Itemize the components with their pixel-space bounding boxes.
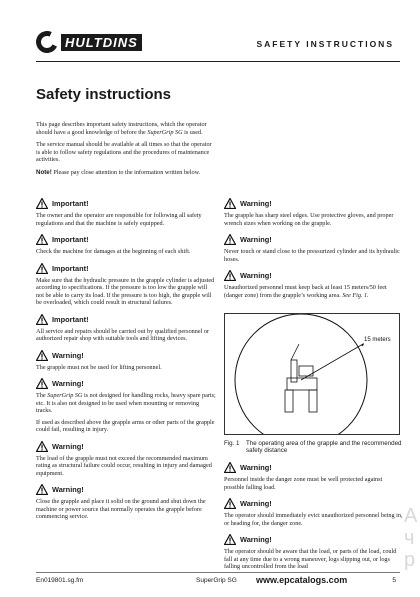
warning-triangle-icon [224, 462, 236, 473]
block-label: Warning! [240, 271, 272, 280]
block-text: Make sure that the hydraulic pressure in the grapple cylinder is adjusted according to specifications. If the pressure is too low the grapple will not be able to carry its load. If the pressure is too high, the grapple will be overloaded, which could result in structural failures. [36, 276, 215, 306]
safety-block [36, 313, 216, 343]
warning-triangle-icon [36, 350, 48, 361]
block-label: Warning! [240, 535, 272, 544]
warning-triangle-icon [224, 270, 236, 281]
danger-zone-circle [235, 314, 367, 435]
caption-number: Fig. 1 [224, 440, 240, 447]
product-name: SuperGrip SG [47, 392, 83, 399]
block-text: The grapple must not be used for lifting personnel. [36, 363, 162, 371]
safety-block [36, 197, 216, 227]
radius-line [301, 344, 363, 380]
safety-block [36, 377, 216, 434]
warning-triangle-icon [224, 534, 236, 545]
left-column [36, 197, 216, 527]
intro-text: is used. [182, 128, 203, 136]
block-label: Important! [52, 235, 89, 244]
watermark-text: А ч р [404, 505, 418, 571]
block-text: The owner and the operator are responsible for following all safety regulations and that the machine is safely equipped. [36, 212, 202, 227]
right-column [224, 197, 404, 305]
block-text: Never touch or stand close to the pressurized cylinder and its hydraulic hoses. [224, 248, 400, 263]
block-text: All service and repairs should be carried out by qualified personnel or authorized repair shop with suitable tools and lifting devices. [36, 327, 210, 342]
right-column-lower [224, 461, 404, 577]
machine-track-right [309, 390, 317, 412]
safety-block [224, 497, 404, 527]
product-name: SuperGrip SG [147, 128, 183, 136]
block-text-part: Unauthorized personnel must keep back at least 15 meters/50 feet (danger zone) from the grapple’s working area. [224, 284, 387, 299]
block-text: Personnel inside the danger zone must be well protected against possible falling load. [224, 476, 383, 491]
block-text: The load of the grapple must not exceed the recommended maximum rating as structural failure could occur, resulting in injury and damaged equipment. [36, 454, 212, 477]
page-title: Safety instructions [36, 86, 172, 103]
safety-block [36, 233, 216, 256]
block-text [36, 392, 216, 434]
block-heading [36, 440, 216, 453]
block-paragraph: If used as described above the grapple arms or other parts of the grapple could fail, resulting in injury. [36, 418, 215, 433]
logo-text: HULTDINS [61, 34, 142, 51]
block-text-part: The [36, 392, 48, 399]
block-heading [224, 269, 404, 282]
hultdins-logo [36, 28, 142, 56]
figure-reference: See Fig. 1. [342, 291, 369, 299]
danger-zone-diagram [225, 314, 400, 435]
warning-triangle-icon [36, 234, 48, 245]
block-paragraph [36, 392, 216, 415]
warning-triangle-icon [36, 484, 48, 495]
block-text [224, 284, 404, 299]
block-text: The grapple has sharp steel edges. Use protective gloves, and proper wrench sizes when working on the grapple. [224, 212, 394, 227]
intro-note [36, 169, 216, 177]
page-header [36, 26, 400, 62]
warning-triangle-icon [224, 234, 236, 245]
block-heading [224, 533, 404, 546]
block-heading [224, 197, 404, 210]
radius-arrow-icon [361, 343, 364, 346]
note-label: Note! [36, 168, 52, 176]
block-text: The operator should immediately evict unauthorized personnel being in, or heading for, the danger zone. [224, 512, 403, 527]
warning-triangle-icon [224, 198, 236, 209]
safety-block [36, 349, 216, 372]
block-label: Warning! [240, 235, 272, 244]
block-heading [36, 349, 216, 362]
footer-file: En019801.sg.fm [36, 577, 84, 584]
safety-block [224, 461, 404, 491]
safety-block [36, 483, 216, 521]
block-label: Warning! [52, 485, 84, 494]
figure-caption [224, 440, 404, 455]
safety-block [224, 533, 404, 571]
safety-block [224, 197, 404, 227]
section-title: SAFETY INSTRUCTIONS [256, 39, 394, 49]
block-heading [36, 483, 216, 496]
footer-url[interactable]: www.epcatalogs.com [256, 575, 348, 585]
block-heading [224, 497, 404, 510]
block-label: Warning! [52, 379, 84, 388]
block-label: Important! [52, 263, 89, 273]
block-heading [224, 233, 404, 246]
warning-triangle-icon [36, 441, 48, 452]
block-text: Close the grapple and place it solid on the ground and shut down the machine or power source that normally operates the grapple before commencing service. [36, 498, 206, 520]
warning-triangle-icon [36, 198, 48, 209]
safety-block [224, 233, 404, 263]
block-heading [36, 197, 216, 210]
block-label: Warning! [240, 499, 272, 508]
note-text: Please pay close attention to the information written below. [51, 168, 201, 176]
page-number: 5 [392, 577, 396, 584]
distance-label: 15 meters [364, 337, 391, 343]
block-text: Check the machine for damages at the beginning of each shift. [36, 248, 191, 255]
safety-block [224, 269, 404, 299]
block-heading [36, 233, 216, 246]
block-heading [36, 377, 216, 390]
page-footer [36, 572, 400, 586]
warning-triangle-icon [36, 314, 48, 325]
safety-block [36, 262, 216, 307]
block-heading [36, 313, 216, 326]
warning-triangle-icon [36, 378, 48, 389]
safety-block [36, 440, 216, 478]
machine-track-left [285, 390, 293, 412]
footer-product: SuperGrip SG [196, 577, 237, 584]
figure-danger-zone [224, 313, 400, 435]
warning-triangle-icon [224, 498, 236, 509]
block-heading [36, 262, 216, 275]
block-label: Warning! [240, 199, 272, 208]
intro [36, 121, 216, 182]
hultdins-logo-icon [33, 28, 61, 56]
caption-text: The operating area of the grapple and the recommended safety distance [246, 440, 402, 455]
machine-arm [291, 344, 299, 360]
machine-boom [291, 360, 297, 382]
block-label: Important! [52, 314, 89, 324]
intro-paragraph-1 [36, 121, 216, 136]
block-text-part: is not designed for handling rocks, heavy spare parts; etc. It is also not designed to be used when mounting or removing tracks. [36, 392, 216, 414]
intro-text: This page describes important safety instructions, which the operator should have a good knowledge of before the [36, 121, 207, 136]
intro-paragraph-2: The service manual should be available at all times so that the operator is able to follow safety regulations and the procedures of maintenance activities. [36, 141, 212, 164]
block-label: Warning! [240, 463, 272, 472]
warning-triangle-icon [36, 263, 48, 274]
block-label: Warning! [52, 350, 84, 360]
block-label: Important! [52, 199, 89, 208]
block-heading [224, 461, 404, 474]
block-text: The operator should be aware that the load, or parts of the load, could fall at any time due to a wrong maneuver, logs slipping out, or logs falling uncontrolled from the load [224, 548, 397, 570]
block-label: Warning! [52, 441, 84, 451]
